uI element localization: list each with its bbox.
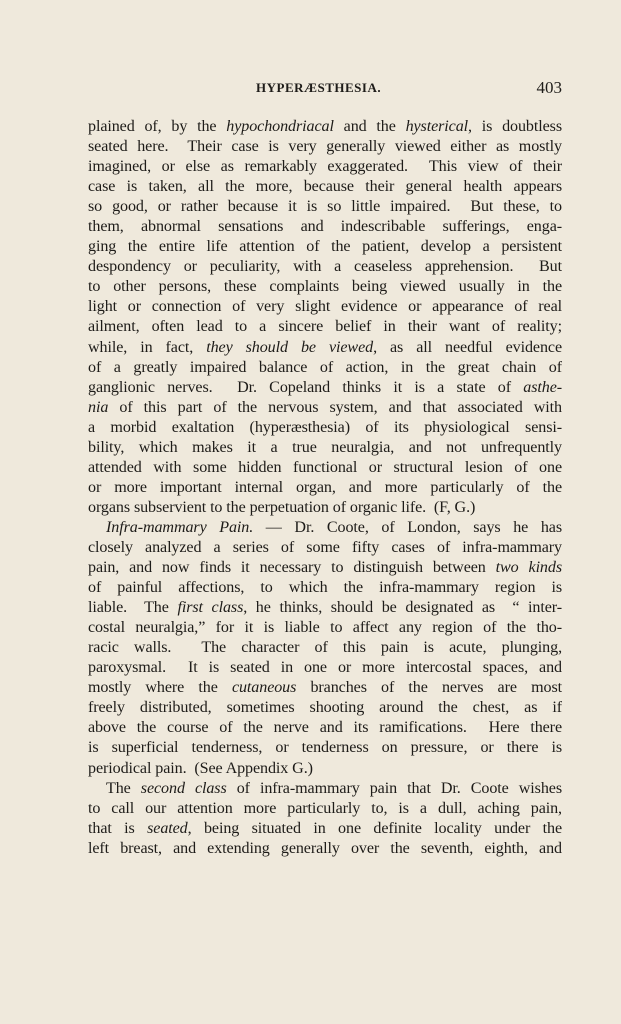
text-line: [88, 678, 562, 698]
text-line: [88, 297, 562, 317]
italic-text: they should be viewed: [206, 338, 374, 356]
text-line: [88, 799, 562, 819]
italic-text: hysterical: [405, 118, 469, 135]
text-run: of painful affections, to which the infra-mammary region is: [88, 579, 562, 597]
text-line: [88, 358, 562, 378]
text-line: [88, 157, 562, 177]
text-line: [88, 518, 562, 538]
text-line: [88, 418, 562, 438]
text-line: [88, 438, 562, 458]
text-line: [88, 137, 562, 157]
text-run: light or connection of very slight evidence or appearance of real: [88, 298, 562, 316]
text-line: [88, 819, 562, 839]
text-run: freely distributed, sometimes shooting around the chest, as if: [88, 699, 562, 717]
text-line: [88, 538, 562, 558]
text-line: [88, 738, 562, 758]
text-run: plained of, by the: [88, 118, 227, 135]
text-run: seated here. Their case is very generally viewed either as mostly: [88, 138, 562, 156]
text-run: periodical pain. (See Appendix G.): [88, 759, 313, 777]
italic-text: seated: [147, 819, 188, 837]
text-run: case is taken, all the more, because their general health appears: [88, 178, 562, 196]
text-line: [88, 839, 562, 859]
text-run: ganglionic nerves. Dr. Copeland thinks it is a state of: [88, 378, 524, 396]
text-run: ging the entire life attention of the patient, develop a persistent: [88, 238, 562, 256]
text-run: bility, which makes it a true neuralgia, and not unfrequently: [88, 438, 562, 456]
text-run: a morbid exaltation (hyperæsthesia) of its physiological sensi-: [88, 418, 562, 436]
text-line: [88, 779, 562, 799]
text-run: that is: [88, 819, 148, 837]
text-run: pain, and now finds it necessary to distinguish between: [88, 559, 496, 577]
text-run: is superficial tenderness, or tenderness on pressure, or there is: [88, 739, 562, 757]
text-line: [88, 378, 562, 398]
text-line: [88, 338, 562, 358]
text-run: to call our attention more particularly to, is a dull, aching pain,: [88, 799, 562, 817]
text-run: , as all needful evidence: [373, 338, 562, 356]
text-line: [88, 237, 562, 257]
text-line: [88, 698, 562, 718]
running-head: HYPERÆSTHESIA.: [256, 80, 382, 95]
text-run: branches of the nerves are most: [296, 679, 562, 697]
text-run: racic walls. The character of this pain is acute, plunging,: [88, 639, 562, 657]
text-run: , he thinks, should be designated as “ inter-: [243, 599, 562, 617]
text-run: and the: [333, 118, 406, 135]
text-run: liable. The: [88, 599, 178, 617]
text-run: mostly where the: [88, 679, 232, 697]
text-line: [88, 478, 562, 498]
text-run: paroxysmal. It is seated in one or more intercostal spaces, and: [88, 659, 562, 677]
text-run: costal neuralgia,” for it is liable to affect any region of the tho-: [88, 619, 562, 637]
text-run: closely analyzed a series of some fifty cases of infra-mammary: [88, 538, 562, 556]
italic-text: second class: [140, 779, 227, 797]
text-run: or more important internal organ, and more particularly of the: [88, 478, 562, 496]
text-run: , is doubtless: [468, 118, 562, 135]
text-line: [88, 658, 562, 678]
text-line: [88, 398, 562, 418]
text-run: so good, or rather because it is so little impaired. But these, to: [88, 198, 562, 216]
text-line: [88, 498, 562, 518]
text-run: above the course of the nerve and its ramifications. Here there: [88, 719, 562, 737]
text-line: [88, 257, 562, 277]
text-run: of this part of the nervous system, and that associated with: [108, 398, 562, 416]
text-line: [88, 638, 562, 658]
text-line: [88, 558, 562, 578]
text-line: [88, 117, 562, 137]
text-run: while, in fact,: [88, 338, 207, 356]
text-line: [88, 598, 562, 618]
page-number: 403: [536, 78, 562, 97]
italic-text: Infra-mammary Pain.: [106, 518, 254, 536]
text-line: [88, 578, 562, 598]
text-line: [88, 317, 562, 337]
text-run: organs subservient to the perpetuation of organic life. (F, G.): [88, 498, 476, 516]
body-text: [88, 117, 562, 859]
text-run: left breast, and extending generally over the seventh, eighth, and: [88, 839, 562, 857]
text-line: [88, 458, 562, 478]
text-line: [88, 759, 562, 779]
italic-text: first class: [177, 599, 244, 617]
text-line: [88, 217, 562, 237]
italic-text: hypochondriacal: [226, 118, 334, 135]
text-line: [88, 277, 562, 297]
text-line: [88, 197, 562, 217]
text-run: despondency or peculiarity, with a ceaseless apprehension. But: [88, 258, 562, 276]
text-run: of a greatly impaired balance of action, in the great chain of: [88, 358, 562, 376]
text-run: attended with some hidden functional or structural lesion of one: [88, 458, 562, 476]
italic-text: cutaneous: [231, 679, 297, 697]
text-run: imagined, or else as remarkably exaggerated. This view of their: [88, 158, 562, 176]
text-line: [88, 618, 562, 638]
text-line: [88, 177, 562, 197]
italic-text: two kinds: [495, 559, 562, 577]
italic-text: nia: [88, 398, 109, 416]
text-run: The: [106, 779, 141, 797]
text-run: them, abnormal sensations and indescribable sufferings, enga-: [88, 218, 562, 236]
page-header: [88, 80, 562, 100]
text-line: [88, 718, 562, 738]
text-run: — Dr. Coote, of London, says he has: [253, 518, 562, 536]
text-run: to other persons, these complaints being viewed usually in the: [88, 278, 562, 296]
text-run: of infra-mammary pain that Dr. Coote wishes: [226, 779, 562, 797]
text-run: ailment, often lead to a sincere belief in their want of reality;: [88, 318, 562, 336]
text-run: , being situated in one definite locality under the: [187, 819, 562, 837]
italic-text: asthe-: [523, 378, 562, 396]
